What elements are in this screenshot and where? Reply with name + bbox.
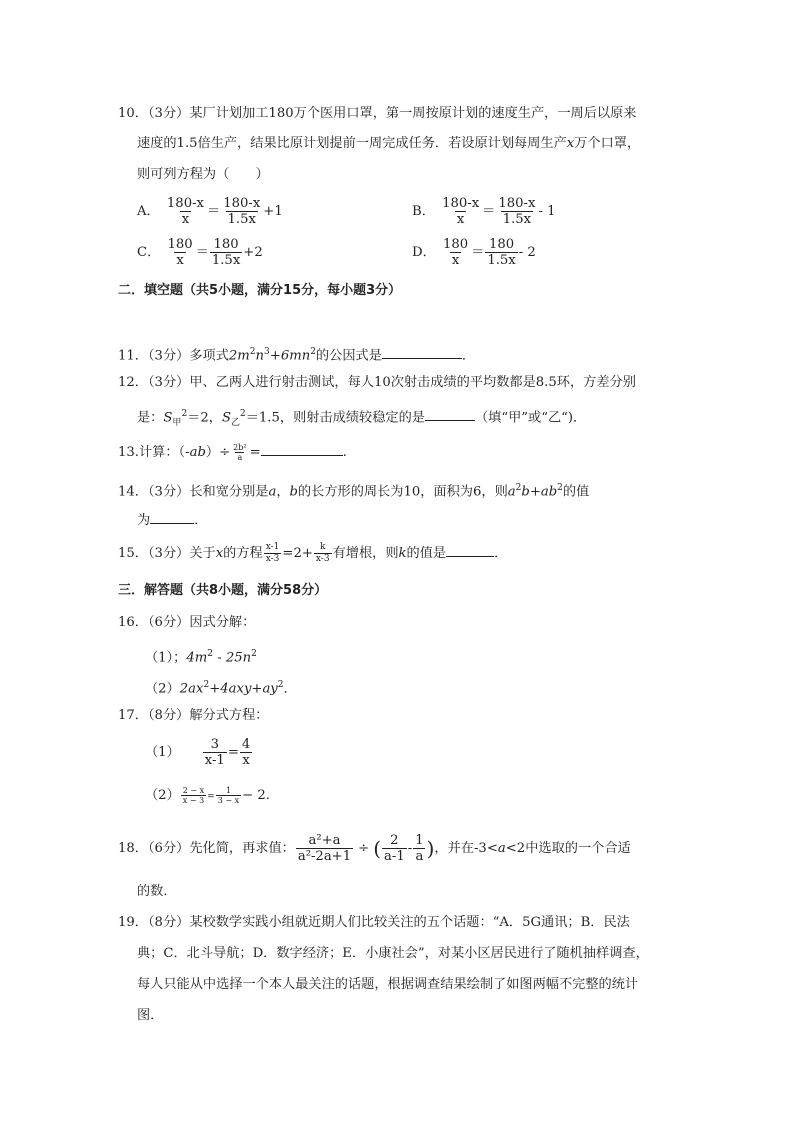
q10-line3: 则可列方程为（ ） — [137, 167, 269, 182]
q10-line2: 速度的1.5倍生产，结果比原计划提前一周完成任务．若设原计划每周生产x万个口罩， — [137, 136, 641, 151]
q12-line2: 是：$S_甲^2=2$，$S_乙^2=1.5$，则射击成绩较稳定的是 （填“甲”或“乙“)． — [137, 404, 586, 433]
q19-line3: 每人只能从中选择一个本人最关注的话题，根据调查结果绘制了如图两幅不完整的统计 — [137, 977, 639, 992]
q17-part2: （2） $\frac{2 - x}{x - 3}$ = $\frac{1}{3 - x}$ − 2. — [145, 786, 270, 805]
q10-line1: 10．（3分）某厂计划加工180万个医用口罩，第一周按原计划的速度生产，一周后以原来 — [118, 106, 637, 121]
q10-option-a[interactable]: A． $\frac{180-x}{x}$ ＝ $\frac{180-x}{1.5x}$ +1 — [137, 196, 283, 227]
q17-title: 17．（8分）解分式方程： — [118, 708, 269, 723]
q10-option-b[interactable]: B． $\frac{180-x}{x}$ ＝ $\frac{180-x}{1.5x}$ - 1 — [412, 196, 556, 227]
q16-part2: $(2)2ax^2+4axy+ay^2$． — [145, 680, 297, 697]
q19-line2: 典；C．北斗导航；D．数字经济；E．小康社会”，对某小区居民进行了随机抽样调查， — [137, 946, 649, 961]
q16-part1: （1）；$4m^2 - 25n^2$ — [145, 649, 257, 666]
q19-line4: 图． — [137, 1008, 164, 1023]
q14-line1: 14．（3分）长和宽分别是a，b的长方形的周长为10，面积为6，则$a^2b+ab^2$的值 — [118, 483, 590, 500]
section-fill-in-heading: 二．填空题（共5小题，满分15分，每小题3分） — [118, 283, 402, 298]
q19-line1: 19．（8分）某校数学实践小组就近期人们比较关注的五个话题：“A．5G通讯；B．民法 — [118, 915, 630, 930]
q13-answer-blank[interactable] — [261, 441, 343, 456]
q13: 13.计算：（-ab）÷ $\frac{\text{2b²}}{a}$ = . — [118, 443, 347, 462]
q18-line2: 的数． — [137, 884, 177, 899]
q15-answer-blank[interactable] — [446, 542, 494, 557]
q12-line1: 12．（3分）甲、乙两人进行射击测试，每人10次射击成绩的平均数都是8.5环，方差分别 — [118, 375, 636, 390]
q15: 15．（3分）关于x的方程 $\frac{x-1}{x-3}$ =2+ $\frac{k}{x-3}$ 有增根，则k的值是 ． — [118, 542, 508, 564]
q14-answer-blank[interactable] — [150, 509, 194, 524]
section-solution-heading: 三．解答题（共8小题，满分58分） — [118, 583, 328, 598]
q16-title: 16．（6分）因式分解： — [118, 615, 256, 630]
q10-option-c[interactable]: C． $\frac{180}{x}$ ＝ $\frac{180}{1.5x}$ +2 — [137, 237, 263, 268]
q10-option-d[interactable]: D． $\frac{180}{x}$ ＝ $\frac{180}{1.5x}$ - 2 — [412, 237, 536, 268]
q17-part1: （1） $\frac{3}{x-1}$ = $\frac{4}{x}$ — [145, 737, 251, 768]
q11-answer-blank[interactable] — [382, 344, 462, 359]
q11: 11．（3分）多项式$2m^2n^3+6mn^2$的公因式是 ． — [118, 342, 475, 366]
q12-answer-blank[interactable] — [425, 406, 475, 421]
q14-line2: 为 ． — [137, 509, 207, 531]
q18-line1: 18．（6分）先化简，再求值： $\frac{\text{a²+a}}{\text{a²-2a+1}}$ ÷ ( $\frac{2}{a-1}$ - $\frac{1}{a}$ )，并在-3<a<2中选取的一个合适 — [118, 833, 631, 864]
